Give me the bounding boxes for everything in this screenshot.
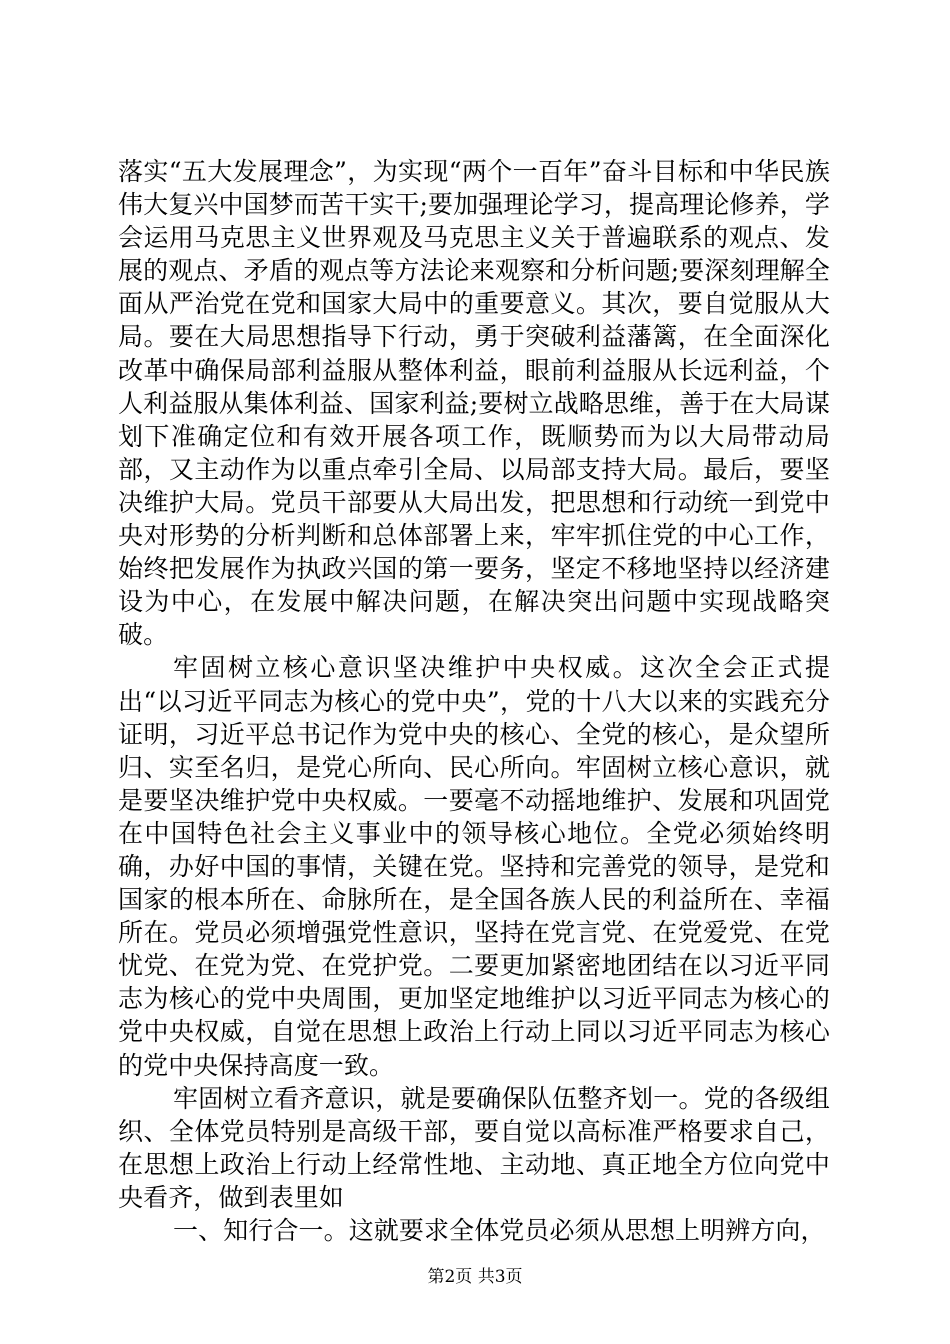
body-text (118, 155, 830, 1247)
paragraph-3: 牢固树立看齐意识，就是要确保队伍整齐划一。党的各级组织、全体党员特别是高级干部，要自觉以高标准严格要求自己，在思想上政治上行动上经常性地、主动地、真正地全方位向党中央看齐，做到表里如 (118, 1083, 830, 1212)
paragraph-1: 落实“五大发展理念”，为实现“两个一百年”奋斗目标和中华民族伟大复兴中国梦而苦干实干;要加强理论学习，提高理论修养，学会运用马克思主义世界观及马克思主义关于普遍联系的观点、发展的观点、矛盾的观点等方法论来观察和分析问题;要深刻理解全面从严治党在党和国家大局中的重要意义。其次，要自觉服从大局。要在大局思想指导下行动，勇于突破利益藩篱，在全面深化改革中确保局部利益服从整体利益，眼前利益服从长远利益，个人利益服从集体利益、国家利益;要树立战略思维，善于在大局谋划下准确定位和有效开展各项工作，既顺势而为以大局带动局部，又主动作为以重点牵引全局、以局部支持大局。最后，要坚决维护大局。党员干部要从大局出发，把思想和行动统一到党中央对形势的分析判断和总体部署上来，牢牢抓住党的中心工作，始终把发展作为执政兴国的第一要务，坚定不移地坚持以经济建设为中心，在发展中解决问题，在解决突出问题中实现战略突破。 (118, 157, 830, 650)
page-number-footer: 第2页 共3页 (427, 1267, 523, 1287)
paragraph-2: 牢固树立核心意识坚决维护中央权威。这次全会正式提出“以习近平同志为核心的党中央”，党的十八大以来的实践充分证明，习近平总书记作为党中央的核心、全党的核心，是众望所归、实至名归，是党心所向、民心所向。牢固树立核心意识，就是要坚决维护党中央权威。一要毫不动摇地维护、发展和巩固党在中国特色社会主义事业中的领导核心地位。全党必须始终明确，办好中国的事情，关键在党。坚持和完善党的领导，是党和国家的根本所在、命脉所在，是全国各族人民的利益所在、幸福所在。党员必须增强党性意识，坚持在党言党、在党爱党、在党忧党、在党为党、在党护党。二要更加紧密地团结在以习近平同志为核心的党中央周围，更加坚定地维护以习近平同志为核心的党中央权威，自觉在思想上政治上行动上同以习近平同志为核心的党中央保持高度一致。 (118, 653, 830, 1080)
paragraph-4: 一、知行合一。这就要求全体党员必须从思想上明辨方向， (173, 1216, 826, 1245)
